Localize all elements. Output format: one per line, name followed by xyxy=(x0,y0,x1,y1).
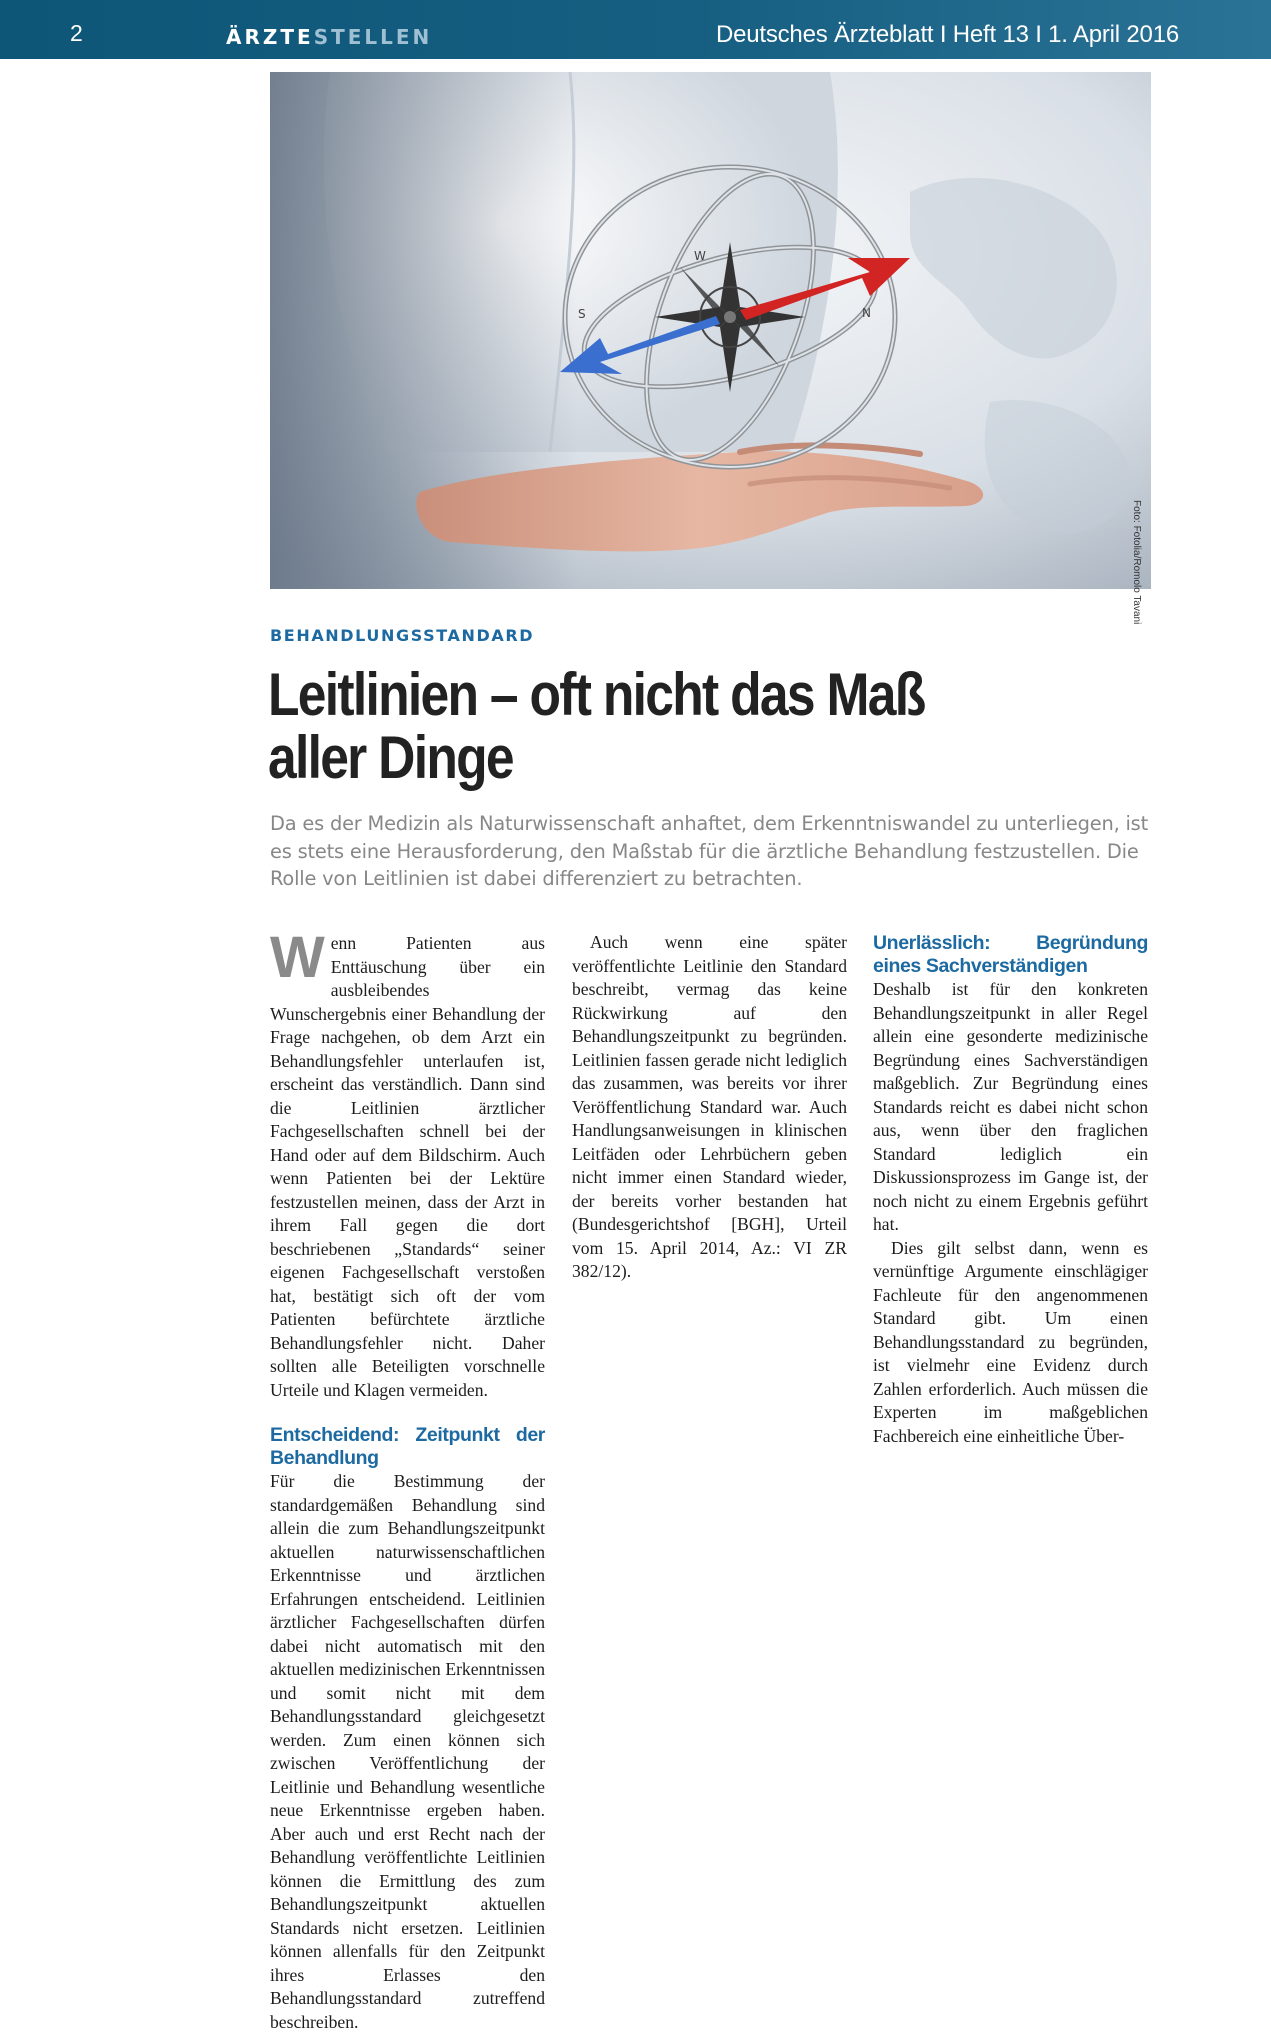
article-headline xyxy=(268,663,1111,789)
article-lead: Da es der Medizin als Naturwissenschaft anhaftet, dem Erkenntniswandel zu unterliegen, ist es stets eine Herausforderung, den Maßstab für die ärztliche Behandlung festzustellen. Die Rolle von Leitlinien ist dabei differenziert zu betrachten. xyxy=(270,812,1148,890)
paragraph-sachverstaendiger: Deshalb ist für den konkreten Behandlungszeitpunkt in aller Regel allein eine gesonderte medizinische Begründung eines Sachverständigen maßgeblich. Zur Begründung eines Standards reicht es dabei nicht schon aus, wenn über den fraglichen Standard lediglich ein Diskussionsprozess im Gange ist, der noch nicht zu einem Ergebnis geführt hat. xyxy=(873,979,1148,1234)
page-number: 2 xyxy=(70,20,83,46)
header-bar xyxy=(0,0,1271,59)
paragraph-zeitpunkt: Für die Bestimmung der standardgemäßen Behandlung sind allein die zum Behandlungszeitpunkt aktuellen naturwissenschaftlichen Erkenntnisse und ärztlichen Erfahrungen entscheidend. Leitlinien ärztlicher Fachgesellschaften dürfen dabei nicht automatisch mit den aktuellen medizinischen Erkenntnissen und somit nicht mit dem Behandlungsstandard gleichgesetzt werden. Zum einen können sich zwischen Veröffentlichung der Leitlinie und Behandlung wesentliche neue Erkenntnisse ergeben haben. Aber auch und erst Recht nach der Behandlung veröffentlichte Leitlinien können die Ermittlung des zum Behandlungszeitpunkt aktuellen Standards nicht ersetzen. Leitlinien können allenfalls für den Zeitpunkt ihres Erlasses den Behandlungsstandard zutreffend beschreiben. xyxy=(270,1471,545,2032)
brand-part2: STELLEN xyxy=(313,25,433,49)
photo-credit: Foto: Fotolia/Romolo Tavani xyxy=(1131,500,1142,625)
issue-info: Deutsches Ärzteblatt I Heft 13 I 1. April 2016 xyxy=(715,21,1179,48)
compass-illustration xyxy=(270,72,1151,589)
compass-label-s: S xyxy=(578,307,586,321)
paragraph-rueckwirkung: Auch wenn eine später veröffentlichte Leitlinie den Standard beschreibt, vermag das keine Rückwirkung auf den Behandlungszeitpunkt zu begründen. Leitlinien fassen gerade nicht lediglich das zusammen, was bereits vor ihrer Veröffentlichung Standard war. Auch Handlungsanweisungen in klinischen Leitfäden oder Lehrbüchern geben nicht immer einen Standard wieder, der bereits vorher bestanden hat (Bundesgerichtshof [BGH], Urteil vom 15. April 2014, Az.: VI ZR 382/12). xyxy=(572,932,847,1281)
column-2-continued xyxy=(572,931,847,1284)
text-column-1 xyxy=(270,925,545,2034)
paragraph-evidenz: Dies gilt selbst dann, wenn es vernünftige Argumente einschlägiger Fachleute für den angenommenen Standard gibt. Um einen Behandlungsstandard zu begründen, ist vielmehr eine Evidenz durch Zahlen erforderlich. Auch müssen die Experten im maßgeblichen Fachbereich eine einheitliche Über- xyxy=(873,1237,1148,1446)
compass-label-w: W xyxy=(694,249,706,263)
paragraph-intro xyxy=(270,925,545,1402)
hero-photo xyxy=(270,72,1151,589)
compass-label-n: N xyxy=(862,306,871,320)
paragraph-intro-text: enn Patienten aus Enttäuschung über ein ausbleibendes Wunschergebnis einer Behandlung der Frage nachgehen, ob dem Arzt ein Behandlungsfehler unterlaufen ist, erscheint das verständlich. Dann sind die Leitlinien ärztlicher Fachgesellschaften schnell bei der Hand oder auf dem Bildschirm. Auch wenn Patienten bei der Lektüre festzustellen meinen, dass der Arzt in ihrem Fall gegen die dort beschriebenen „Standards“ seiner eigenen Fachgesellschaft verstoßen hat, bestätigt sich oft der vom Patienten befürchtete ärztliche Behandlungsfehler nicht. Daher sollten alle Beteiligten vorschnelle Urteile und Klagen vermeiden. xyxy=(270,933,545,1400)
section-kicker: BEHANDLUNGSSTANDARD xyxy=(270,626,535,645)
headline-line-1: Leitlinien – oft nicht das Maß xyxy=(268,661,925,728)
drop-cap: W xyxy=(270,925,325,990)
subheading-zeitpunkt: Entscheidend: Zeitpunkt der Behandlung xyxy=(270,1424,545,1469)
headline-line-2: aller Dinge xyxy=(268,724,513,791)
brand-part1: ÄRZTE xyxy=(226,25,314,49)
brand-logo[interactable] xyxy=(226,27,432,47)
text-column-3 xyxy=(873,932,1148,1448)
text-column-2 xyxy=(572,932,847,1284)
subheading-sachverstaendiger: Unerlässlich: Begründung eines Sachverständigen xyxy=(873,932,1148,977)
